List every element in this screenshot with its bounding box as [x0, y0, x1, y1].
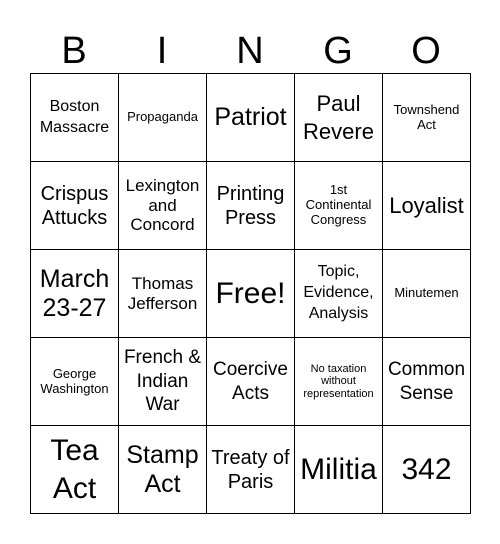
bingo-cell[interactable]: Stamp Act	[119, 426, 207, 514]
bingo-cell[interactable]: Loyalist	[383, 162, 471, 250]
bingo-cell[interactable]: Common Sense	[383, 338, 471, 426]
bingo-cell[interactable]: Tea Act	[31, 426, 119, 514]
bingo-cell[interactable]: French & Indian War	[119, 338, 207, 426]
bingo-cell[interactable]: No taxation without representation	[295, 338, 383, 426]
bingo-cell[interactable]: Coercive Acts	[207, 338, 295, 426]
bingo-cell[interactable]: 342	[383, 426, 471, 514]
bingo-cell[interactable]: Crispus Attucks	[31, 162, 119, 250]
bingo-cell[interactable]: Patriot	[207, 74, 295, 162]
bingo-cell[interactable]: Lexington and Concord	[119, 162, 207, 250]
header-letter-n: N	[236, 30, 264, 72]
bingo-cell[interactable]: Militia	[295, 426, 383, 514]
header-letter-g: G	[323, 30, 353, 72]
free-space-cell[interactable]: Free!	[207, 250, 295, 338]
bingo-cell[interactable]: March 23-27	[31, 250, 119, 338]
header-letter-o: O	[411, 30, 441, 72]
bingo-cell[interactable]: Propaganda	[119, 74, 207, 162]
bingo-cell[interactable]: Minutemen	[383, 250, 471, 338]
bingo-cell[interactable]: Boston Massacre	[31, 74, 119, 162]
bingo-cell[interactable]: Townshend Act	[383, 74, 471, 162]
bingo-cell[interactable]: Treaty of Paris	[207, 426, 295, 514]
bingo-cell[interactable]: George Washington	[31, 338, 119, 426]
bingo-header	[30, 28, 470, 74]
header-letter-b: B	[61, 30, 87, 72]
bingo-cell[interactable]: Topic, Evidence, Analysis	[295, 250, 383, 338]
bingo-board	[30, 73, 471, 514]
bingo-cell[interactable]: Thomas Jefferson	[119, 250, 207, 338]
bingo-cell[interactable]: 1st Continental Congress	[295, 162, 383, 250]
bingo-cell[interactable]: Printing Press	[207, 162, 295, 250]
header-letter-i: I	[156, 30, 168, 72]
bingo-cell[interactable]: Paul Revere	[295, 74, 383, 162]
